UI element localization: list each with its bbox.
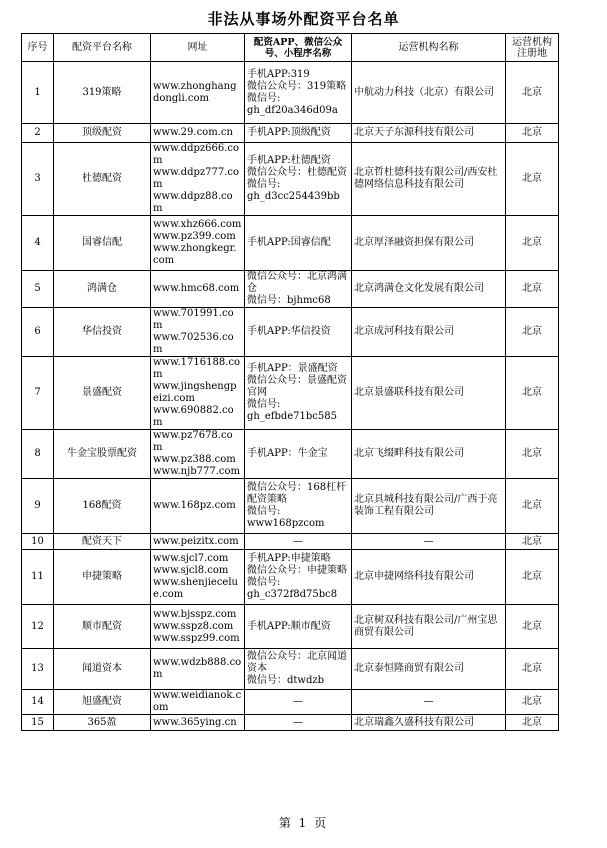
cell-url: www.sjcl7.com www.sjcl8.com www.shenjiecelue.com [151, 550, 245, 605]
cell-app: 手机APP:顶级配资 [245, 124, 352, 143]
cell-app: — [245, 534, 352, 550]
cell-no: 12 [22, 605, 54, 649]
cell-no: 5 [22, 271, 54, 308]
cell-no: 1 [22, 62, 54, 124]
cell-location: 北京 [506, 479, 559, 534]
cell-location: 北京 [506, 534, 559, 550]
cell-no: 15 [22, 715, 54, 731]
header-no: 序号 [22, 34, 54, 62]
cell-platform-name: 杜德配资 [54, 143, 151, 216]
table-row [22, 357, 559, 430]
cell-location: 北京 [506, 308, 559, 357]
cell-org: 北京景盛联科技有限公司 [352, 357, 506, 430]
cell-app: 手机APP：景盛配资 微信公众号：景盛配资官网 微信号: gh_efbde71bc585 [245, 357, 352, 430]
table-row [22, 649, 559, 690]
cell-url: www.701991.com www.702536.com [151, 308, 245, 357]
platform-list-table [21, 33, 559, 731]
cell-app: 手机APP:杜德配资 微信公众号：杜德配资 微信号: gh_d3cc254439bb [245, 143, 352, 216]
cell-platform-name: 168配资 [54, 479, 151, 534]
cell-app: 微信公众号：168杠杆配资策略 微信号: www168pzcom [245, 479, 352, 534]
cell-url: www.weidianok.com [151, 690, 245, 715]
header-app: 配资APP、微信公众号、小程序名称 [245, 34, 352, 62]
cell-url: www.hmc68.com [151, 271, 245, 308]
table-row [22, 271, 559, 308]
cell-app: — [245, 690, 352, 715]
cell-org: 北京厚泽融资担保有限公司 [352, 216, 506, 271]
cell-url: www.pz7678.com www.pz388.com www.njb777.com [151, 430, 245, 479]
cell-app: 手机APP：牛金宝 [245, 430, 352, 479]
cell-platform-name: 国睿信配 [54, 216, 151, 271]
cell-org: — [352, 534, 506, 550]
cell-location: 北京 [506, 649, 559, 690]
cell-url: www.bjsspz.com www.sspz8.com www.sspz99.com [151, 605, 245, 649]
cell-no: 8 [22, 430, 54, 479]
cell-location: 北京 [506, 216, 559, 271]
cell-location: 北京 [506, 62, 559, 124]
cell-platform-name: 华信投资 [54, 308, 151, 357]
cell-no: 11 [22, 550, 54, 605]
table-row [22, 479, 559, 534]
document-title: 非法从事场外配资平台名单 [207, 10, 400, 28]
cell-location: 北京 [506, 357, 559, 430]
header-url: 网址 [151, 34, 245, 62]
cell-org: 北京树双科技有限公司/广州宝思商贸有限公司 [352, 605, 506, 649]
cell-org: 北京天子东源科技有限公司 [352, 124, 506, 143]
table-row [22, 690, 559, 715]
cell-platform-name: 顺市配资 [54, 605, 151, 649]
cell-url: www.1716188.com www.jingshengpeizi.com www.690882.com [151, 357, 245, 430]
table-row [22, 534, 559, 550]
cell-org: 北京哲杜德科技有限公司/西安杜德网络信息科技有限公司 [352, 143, 506, 216]
cell-platform-name: 申捷策略 [54, 550, 151, 605]
cell-platform-name: 365盈 [54, 715, 151, 731]
cell-no: 4 [22, 216, 54, 271]
cell-app: — [245, 715, 352, 731]
cell-org: 北京泰恒隆商贸有限公司 [352, 649, 506, 690]
page-number: 第 1 页 [278, 816, 329, 830]
cell-url: www.xhz666.com www.pz399.com www.zhongkegr.com [151, 216, 245, 271]
cell-location: 北京 [506, 271, 559, 308]
cell-org: 北京瑞鑫久盛科技有限公司 [352, 715, 506, 731]
cell-no: 14 [22, 690, 54, 715]
cell-platform-name: 牛金宝股票配资 [54, 430, 151, 479]
cell-app: 手机APP:申捷策略 微信公众号：申捷策略 微信号: gh_c372f8d75bc8 [245, 550, 352, 605]
table-row [22, 308, 559, 357]
cell-no: 7 [22, 357, 54, 430]
cell-app: 手机APP:国睿信配 [245, 216, 352, 271]
cell-org: 北京飞缀畔科技有限公司 [352, 430, 506, 479]
cell-app: 手机APP:319 微信公众号：319策略 微信号: gh_df20a346d09a [245, 62, 352, 124]
cell-location: 北京 [506, 605, 559, 649]
cell-url: www.29.com.cn [151, 124, 245, 143]
cell-location: 北京 [506, 143, 559, 216]
table-row [22, 430, 559, 479]
cell-platform-name: 闻道资本 [54, 649, 151, 690]
cell-org: 北京成河科技有限公司 [352, 308, 506, 357]
table-row [22, 143, 559, 216]
cell-app: 手机APP:顺市配资 [245, 605, 352, 649]
cell-org: — [352, 690, 506, 715]
cell-platform-name: 顶级配资 [54, 124, 151, 143]
cell-url: www.zhonghangdongli.com [151, 62, 245, 124]
header-row [22, 34, 559, 62]
cell-location: 北京 [506, 550, 559, 605]
cell-url: www.168pz.com [151, 479, 245, 534]
table-row [22, 605, 559, 649]
cell-platform-name: 景盛配资 [54, 357, 151, 430]
table-row [22, 124, 559, 143]
cell-org: 北京具城科技有限公司/广西于亮装饰工程有限公司 [352, 479, 506, 534]
cell-platform-name: 鸿满仓 [54, 271, 151, 308]
table-row [22, 715, 559, 731]
cell-location: 北京 [506, 430, 559, 479]
cell-platform-name: 旭盛配资 [54, 690, 151, 715]
table-row [22, 550, 559, 605]
table-row [22, 216, 559, 271]
cell-app: 微信公众号：北京闻道资本 微信号：dtwdzb [245, 649, 352, 690]
cell-location: 北京 [506, 715, 559, 731]
cell-location: 北京 [506, 124, 559, 143]
cell-location: 北京 [506, 690, 559, 715]
cell-no: 9 [22, 479, 54, 534]
cell-no: 13 [22, 649, 54, 690]
cell-url: www.wdzb888.com [151, 649, 245, 690]
cell-org: 北京鸿满仓文化发展有限公司 [352, 271, 506, 308]
cell-url: www.ddpz666.com www.ddpz777.com www.ddpz88.com [151, 143, 245, 216]
table-row [22, 62, 559, 124]
cell-platform-name: 配资天下 [54, 534, 151, 550]
header-platform-name: 配资平台名称 [54, 34, 151, 62]
cell-no: 3 [22, 143, 54, 216]
header-location: 运营机构注册地 [506, 34, 559, 62]
cell-url: www.peizitx.com [151, 534, 245, 550]
cell-no: 2 [22, 124, 54, 143]
cell-no: 10 [22, 534, 54, 550]
cell-platform-name: 319策略 [54, 62, 151, 124]
cell-app: 微信公众号：北京鸿满仓 微信号：bjhmc68 [245, 271, 352, 308]
cell-org: 中航动力科技（北京）有限公司 [352, 62, 506, 124]
cell-url: www.365ying.cn [151, 715, 245, 731]
header-org: 运营机构名称 [352, 34, 506, 62]
cell-no: 6 [22, 308, 54, 357]
cell-app: 手机APP:华信投资 [245, 308, 352, 357]
cell-org: 北京申捷网络科技有限公司 [352, 550, 506, 605]
